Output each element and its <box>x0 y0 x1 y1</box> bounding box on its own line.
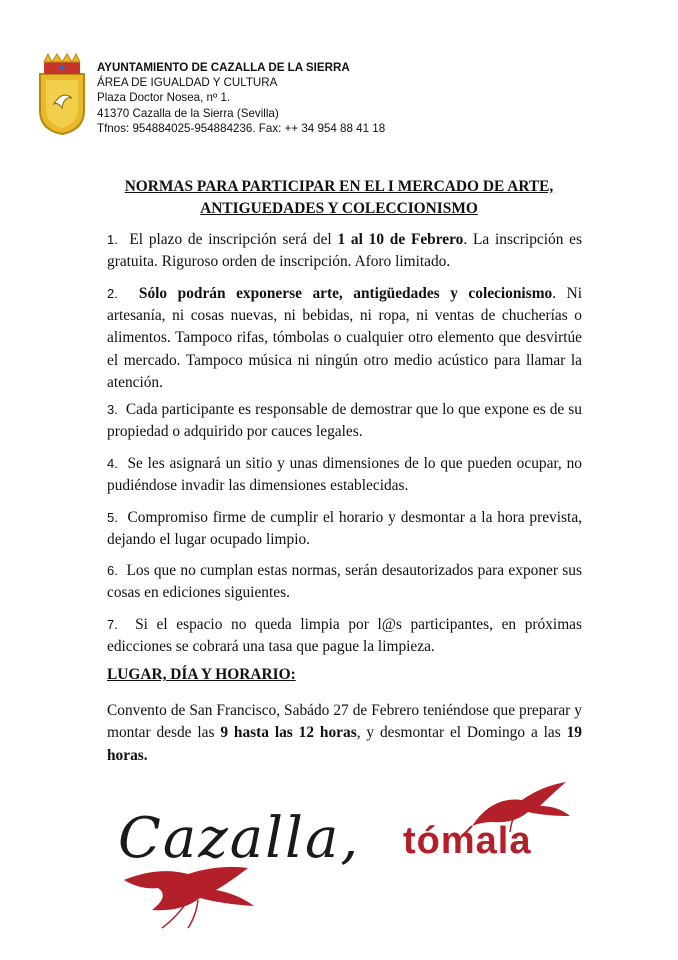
rule-text: Sólo podrán exponerse arte, antigüedades y colecionismo. Ni artesanía, ni cosas nuevas, ni bebidas, ni ropa, ni ventas de chucherías o alimentos. Tampoco rifas, tómbolas o cualquier otro elemento que desvirtúe el mercado. Tampoco música ni ningún otro medio acústico para llamar la atención. <box>107 285 582 391</box>
place-paragraph: Convento de San Francisco, Sabádo 27 de Febrero teniéndose que preparar y montar desde las 9 hasta las 12 horas, y desmontar el Domingo a las 19 horas. <box>107 702 582 764</box>
rule-number: 6. <box>107 563 118 578</box>
address: Plaza Doctor Nosea, nº 1. <box>97 91 231 105</box>
section-heading <box>107 666 296 684</box>
rule-text: Se les asignará un sitio y unas dimensiones de lo que pueden ocupar, no pudiéndose invadir las dimensiones establecidas. <box>107 455 582 495</box>
rule-number: 3. <box>107 402 118 417</box>
rule-number: 5. <box>107 510 118 525</box>
section-heading-text: LUGAR, DÍA Y HORARIO <box>107 666 291 683</box>
bird-icon <box>118 860 258 930</box>
rule-item <box>107 560 582 604</box>
title-line-2: ANTIGUEDADES Y COLECCIONISMO <box>200 200 478 217</box>
rule-item <box>107 283 582 394</box>
rule-item <box>107 399 582 443</box>
department: ÁREA DE IGUALDAD Y CULTURA <box>97 76 278 90</box>
org-name: AYUNTAMIENTO DE CAZALLA DE LA SIERRA <box>97 61 350 74</box>
rule-item <box>107 229 582 273</box>
letterhead-text <box>97 60 385 136</box>
title-line-1: NORMAS PARA PARTICIPAR EN EL I MERCADO DE ARTE, <box>124 178 554 195</box>
logo-accent-text: tómala <box>403 820 532 862</box>
rule-number: 2. <box>107 286 118 301</box>
rule-text: Cada participante es responsable de demostrar que lo que expone es de su propiedad o adquirido por cauces legales. <box>107 401 582 441</box>
logo-script-text: Cazalla, <box>118 806 361 871</box>
city: 41370 Cazalla de la Sierra (Sevilla) <box>97 106 279 120</box>
rule-number: 4. <box>107 456 118 471</box>
rule-text: Si el espacio no queda limpia por l@s participantes, en próximas edicciones se cobrará una tasa que pague la limpieza. <box>107 616 582 656</box>
rule-text: El plazo de inscripción será del 1 al 10 de Febrero. La inscripción es gratuita. Riguroso orden de inscripción. Aforo limitado. <box>107 231 582 271</box>
rule-item <box>107 507 582 551</box>
phones: Tfnos: 954884025-954884236. Fax: ++ 34 954 88 41 18 <box>97 121 386 135</box>
rule-item <box>107 614 582 658</box>
rule-text: Los que no cumplan estas normas, serán desautorizados para exponer sus cosas en ediciones siguientes. <box>107 562 582 602</box>
rule-number: 7. <box>107 617 118 632</box>
rule-item <box>107 453 582 497</box>
document-title <box>0 176 678 220</box>
cazalla-logo <box>118 776 578 936</box>
section-heading-colon: : <box>290 666 296 683</box>
rule-number: 1. <box>107 232 118 247</box>
rule-text: Compromiso firme de cumplir el horario y desmontar a la hora prevista, dejando el lugar ocupado limpio. <box>107 509 582 549</box>
coat-of-arms-icon <box>34 52 90 136</box>
letterhead <box>34 52 634 136</box>
